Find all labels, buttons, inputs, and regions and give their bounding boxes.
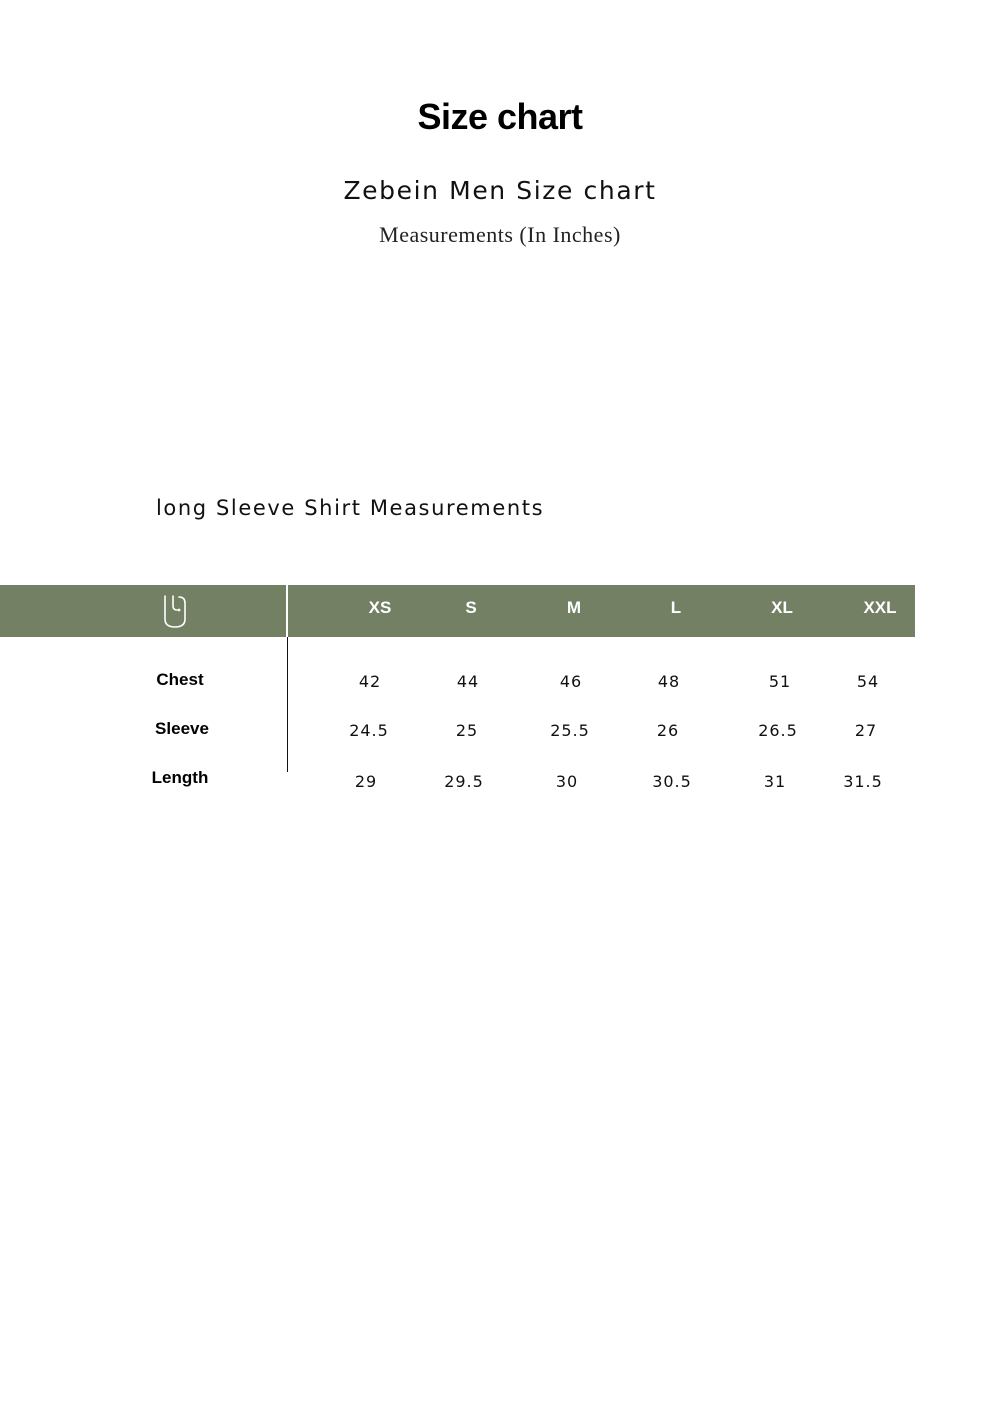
size-header-l: L [670,598,682,617]
table-cell: 31.5 [843,772,883,791]
size-header-xs: XS [368,598,392,617]
table-cell: 27 [854,721,878,740]
table-cell: 29.5 [444,772,484,791]
chart-subtitle: Zebein Men Size chart [343,176,657,205]
row-label-sleeve: Sleeve [155,719,209,738]
table-cell: 51 [768,672,792,691]
size-header-xxl: XXL [863,598,897,617]
table-cell: 25.5 [550,721,590,740]
table-cell: 30 [555,772,579,791]
table-cell: 24.5 [349,721,389,740]
size-header-xl: XL [771,598,793,617]
row-label-chest: Chest [156,670,204,689]
size-header-m: M [566,598,582,617]
table-cell: 42 [358,672,382,691]
table-cell: 48 [657,672,681,691]
table-cell: 54 [856,672,880,691]
size-header-s: S [465,598,477,617]
page-title: Size chart [417,96,583,137]
section-heading: long Sleeve Shirt Measurements [156,496,545,520]
units-note: Measurements (In Inches) [379,222,621,247]
table-cell: 30.5 [652,772,692,791]
table-cell: 31 [763,772,787,791]
column-divider [287,637,288,772]
header-divider [286,585,288,637]
table-cell: 29 [354,772,378,791]
table-cell: 26.5 [758,721,798,740]
table-cell: 26 [656,721,680,740]
table-cell: 25 [455,721,479,740]
table-cell: 44 [456,672,480,691]
table-cell: 46 [559,672,583,691]
row-label-length: Length [151,768,209,787]
shirt-icon [160,593,190,629]
